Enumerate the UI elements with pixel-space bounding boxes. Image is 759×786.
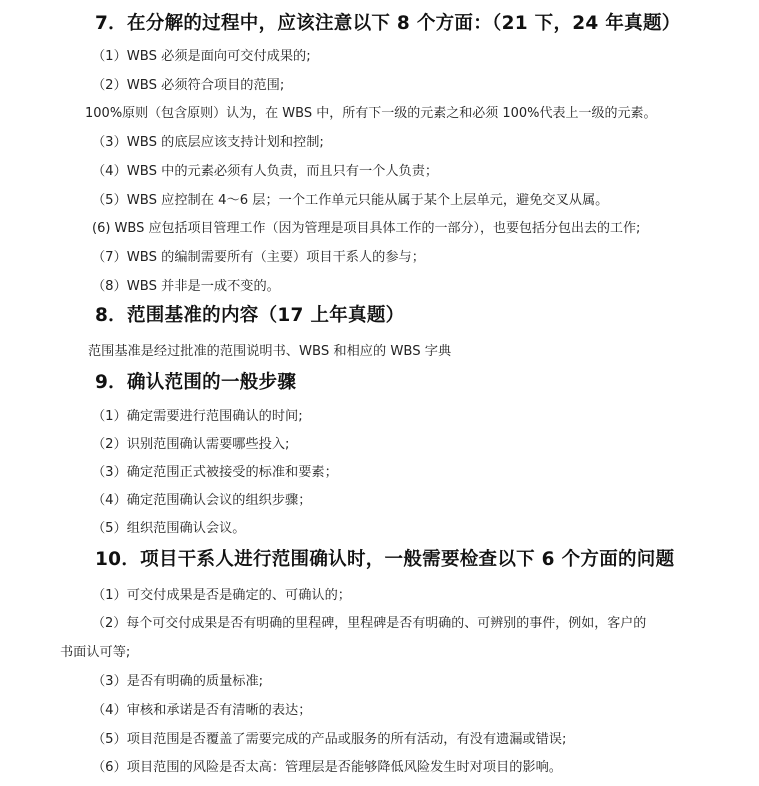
s8-text: 范围基准是经过批准的范围说明书、WBS 和相应的 WBS 字典 bbox=[88, 344, 452, 359]
s10-item-5: （5）项目范围是否覆盖了需要完成的产品或服务的所有活动，有没有遗漏或错误; bbox=[92, 732, 567, 747]
s10-item-2-continued: 书面认可等; bbox=[60, 645, 131, 660]
s9-item-5: （5）组织范围确认会议。 bbox=[92, 521, 246, 536]
s9-item-2: （2）识别范围确认需要哪些投入; bbox=[92, 437, 290, 452]
s9-item-1: （1）确定需要进行范围确认的时间; bbox=[92, 409, 303, 424]
s7-item-1: （1）WBS 必须是面向可交付成果的; bbox=[92, 49, 311, 64]
s7-item-8: （8）WBS 并非是一成不变的。 bbox=[92, 279, 280, 294]
s10-item-3: （3）是否有明确的质量标准; bbox=[92, 674, 264, 689]
section-8-heading: 8．范围基准的内容（17 上年真题） bbox=[95, 305, 405, 326]
s7-note-100-percent: 100%原则（包含原则）认为，在 WBS 中，所有下一级的元素之和必须 100%代表上一级的元素。 bbox=[85, 106, 657, 121]
s10-item-1: （1）可交付成果是否是确定的、可确认的； bbox=[92, 588, 351, 603]
s9-item-4: （4）确定范围确认会议的组织步骤； bbox=[92, 493, 312, 508]
s7-item-5: （5）WBS 应控制在 4～6 层；一个工作单元只能从属于某个上层单元，避免交叉从属。 bbox=[92, 193, 609, 208]
s7-item-3: （3）WBS 的底层应该支持计划和控制; bbox=[92, 135, 324, 150]
s7-item-4: （4）WBS 中的元素必须有人负责，而且只有一个人负责； bbox=[92, 164, 439, 179]
s9-item-3: （3）确定范围正式被接受的标准和要素； bbox=[92, 465, 338, 480]
s10-item-4: （4）审核和承诺是否有清晰的表达； bbox=[92, 703, 312, 718]
section-10-heading: 10．项目干系人进行范围确认时，一般需要检查以下 6 个方面的问题 bbox=[95, 549, 675, 570]
s10-item-2: （2）每个可交付成果是否有明确的里程碑，里程碑是否有明确的、可辨别的事件，例如，客户的 bbox=[92, 616, 647, 631]
s10-item-6: （6）项目范围的风险是否太高：管理层是否能够降低风险发生时对项目的影响。 bbox=[92, 760, 562, 775]
s7-item-6: (6) WBS 应包括项目管理工作（因为管理是项目具体工作的一部分），也要包括分包出去的工作; bbox=[92, 221, 641, 236]
section-7-heading: 7．在分解的过程中，应该注意以下 8 个方面：（21 下，24 年真题） bbox=[95, 13, 681, 34]
section-9-heading: 9．确认范围的一般步骤 bbox=[95, 372, 297, 393]
s7-item-2: （2）WBS 必须符合项目的范围; bbox=[92, 78, 285, 93]
s7-item-7: （7）WBS 的编制需要所有（主要）项目干系人的参与； bbox=[92, 250, 425, 265]
